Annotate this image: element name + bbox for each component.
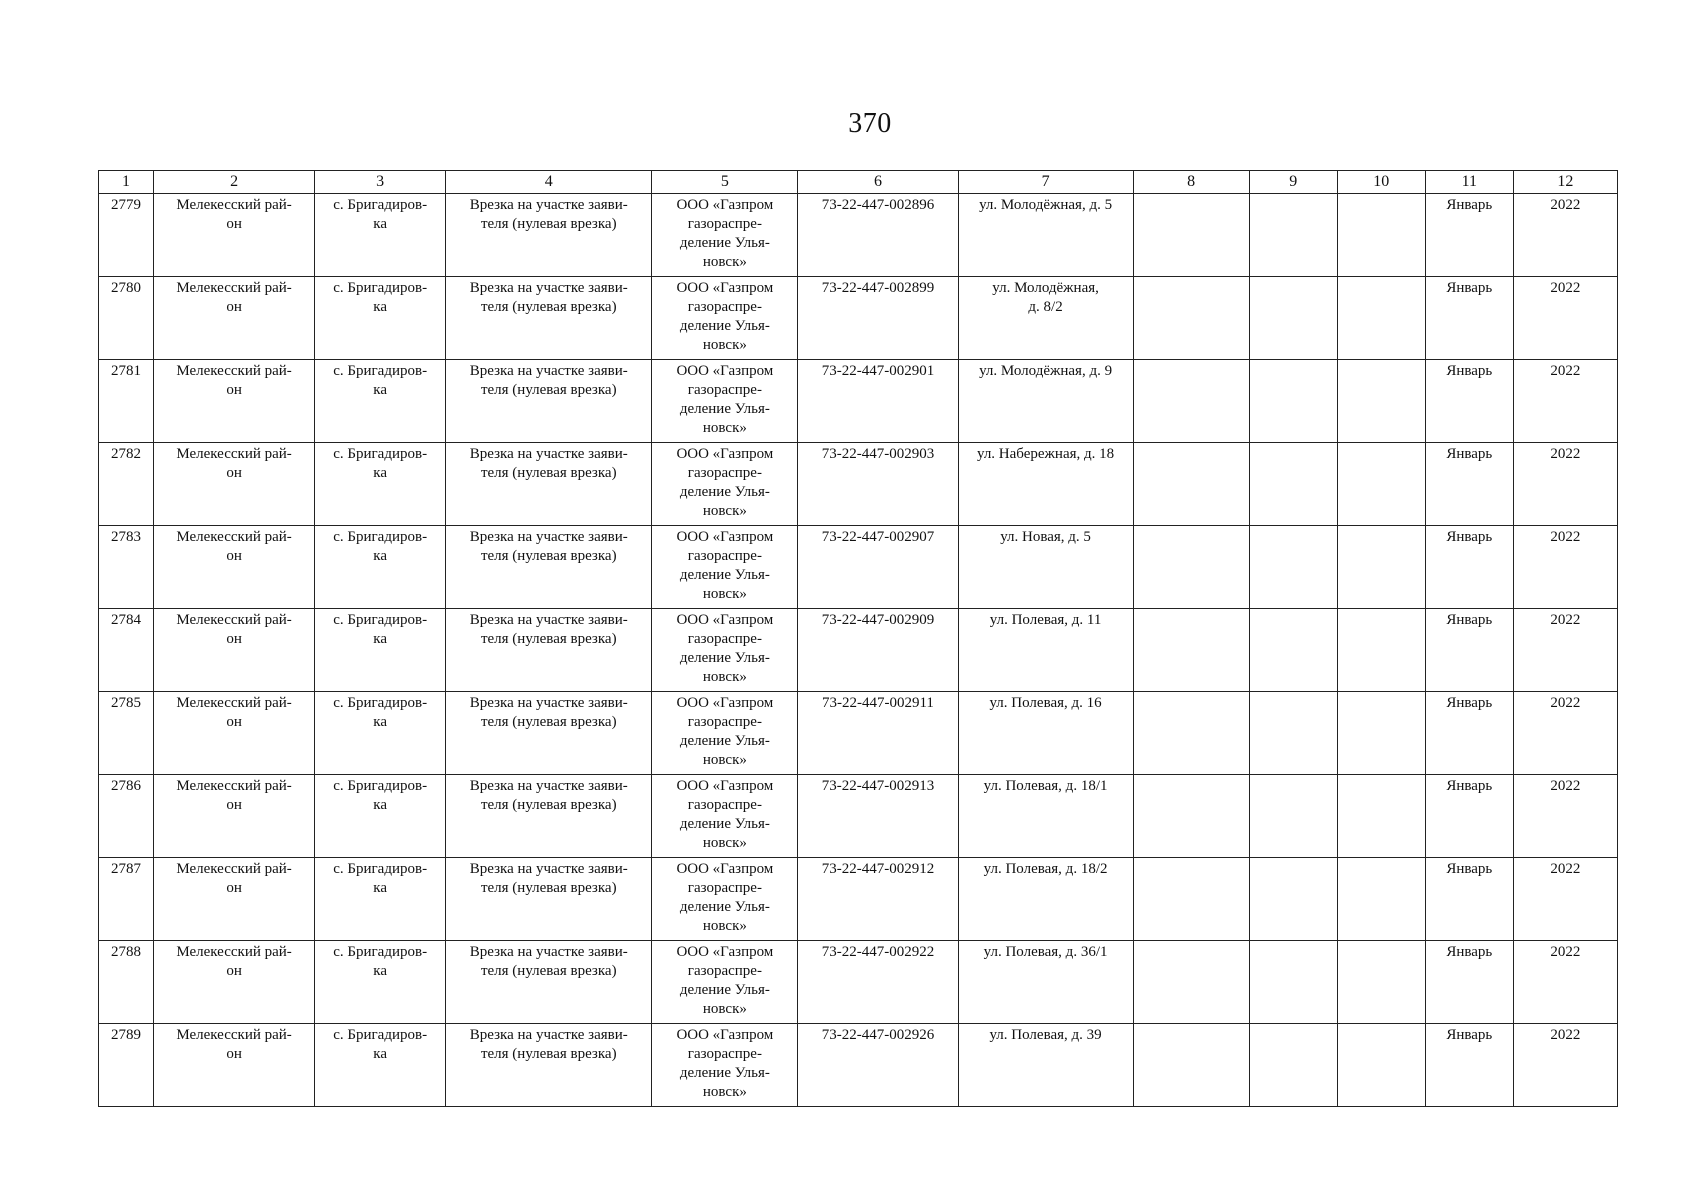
- header-row: [99, 171, 1618, 194]
- cell-month: Январь: [1425, 1024, 1513, 1107]
- cell-locality: с. Бригадиров- ка: [315, 692, 446, 775]
- cell-object-code: 73-22-447-002926: [798, 1024, 958, 1107]
- page-number: 370: [848, 108, 892, 139]
- table-row: [99, 775, 1618, 858]
- cell-col-8: [1133, 941, 1249, 1024]
- cell-number: 2786: [99, 775, 154, 858]
- cell-locality: с. Бригадиров- ка: [315, 526, 446, 609]
- cell-locality: с. Бригадиров- ка: [315, 858, 446, 941]
- cell-number: 2783: [99, 526, 154, 609]
- cell-address: ул. Новая, д. 5: [958, 526, 1133, 609]
- table-row: [99, 443, 1618, 526]
- cell-district: Мелекесский рай- он: [154, 609, 315, 692]
- cell-work-type: Врезка на участке заяви- теля (нулевая врезка): [446, 692, 652, 775]
- cell-object-code: 73-22-447-002896: [798, 194, 958, 277]
- cell-col-9: [1249, 526, 1337, 609]
- cell-month: Январь: [1425, 609, 1513, 692]
- cell-year: 2022: [1513, 941, 1617, 1024]
- cell-district: Мелекесский рай- он: [154, 360, 315, 443]
- cell-locality: с. Бригадиров- ка: [315, 941, 446, 1024]
- cell-col-8: [1133, 775, 1249, 858]
- table-row: [99, 941, 1618, 1024]
- cell-district: Мелекесский рай- он: [154, 194, 315, 277]
- cell-col-10: [1337, 609, 1425, 692]
- cell-col-8: [1133, 692, 1249, 775]
- cell-organization: ООО «Газпром газораспре- деление Улья- новск»: [652, 443, 798, 526]
- cell-number: 2784: [99, 609, 154, 692]
- cell-object-code: 73-22-447-002912: [798, 858, 958, 941]
- cell-month: Январь: [1425, 360, 1513, 443]
- cell-col-9: [1249, 692, 1337, 775]
- register-table: [98, 170, 1618, 1107]
- cell-month: Январь: [1425, 277, 1513, 360]
- cell-col-8: [1133, 194, 1249, 277]
- cell-object-code: 73-22-447-002901: [798, 360, 958, 443]
- column-header-4: 4: [446, 171, 652, 194]
- cell-number: 2779: [99, 194, 154, 277]
- column-header-2: 2: [154, 171, 315, 194]
- cell-year: 2022: [1513, 1024, 1617, 1107]
- cell-col-10: [1337, 1024, 1425, 1107]
- cell-col-8: [1133, 609, 1249, 692]
- cell-address: ул. Молодёжная, д. 5: [958, 194, 1133, 277]
- cell-col-8: [1133, 277, 1249, 360]
- cell-col-9: [1249, 858, 1337, 941]
- column-header-6: 6: [798, 171, 958, 194]
- cell-address: ул. Набережная, д. 18: [958, 443, 1133, 526]
- cell-month: Январь: [1425, 858, 1513, 941]
- cell-number: 2787: [99, 858, 154, 941]
- table-row: [99, 526, 1618, 609]
- cell-year: 2022: [1513, 526, 1617, 609]
- cell-object-code: 73-22-447-002922: [798, 941, 958, 1024]
- cell-locality: с. Бригадиров- ка: [315, 1024, 446, 1107]
- cell-work-type: Врезка на участке заяви- теля (нулевая врезка): [446, 360, 652, 443]
- cell-month: Январь: [1425, 526, 1513, 609]
- cell-object-code: 73-22-447-002903: [798, 443, 958, 526]
- cell-organization: ООО «Газпром газораспре- деление Улья- новск»: [652, 609, 798, 692]
- cell-locality: с. Бригадиров- ка: [315, 609, 446, 692]
- cell-work-type: Врезка на участке заяви- теля (нулевая врезка): [446, 775, 652, 858]
- cell-month: Январь: [1425, 941, 1513, 1024]
- cell-year: 2022: [1513, 858, 1617, 941]
- table-row: [99, 609, 1618, 692]
- cell-organization: ООО «Газпром газораспре- деление Улья- новск»: [652, 194, 798, 277]
- cell-district: Мелекесский рай- он: [154, 775, 315, 858]
- column-header-7: 7: [958, 171, 1133, 194]
- column-header-3: 3: [315, 171, 446, 194]
- cell-number: 2788: [99, 941, 154, 1024]
- cell-district: Мелекесский рай- он: [154, 692, 315, 775]
- cell-organization: ООО «Газпром газораспре- деление Улья- новск»: [652, 775, 798, 858]
- cell-organization: ООО «Газпром газораспре- деление Улья- новск»: [652, 526, 798, 609]
- cell-address: ул. Полевая, д. 18/2: [958, 858, 1133, 941]
- cell-year: 2022: [1513, 194, 1617, 277]
- cell-year: 2022: [1513, 692, 1617, 775]
- cell-col-10: [1337, 194, 1425, 277]
- cell-number: 2780: [99, 277, 154, 360]
- table-row: [99, 1024, 1618, 1107]
- cell-organization: ООО «Газпром газораспре- деление Улья- новск»: [652, 941, 798, 1024]
- cell-work-type: Врезка на участке заяви- теля (нулевая врезка): [446, 941, 652, 1024]
- cell-address: ул. Полевая, д. 18/1: [958, 775, 1133, 858]
- column-header-12: 12: [1513, 171, 1617, 194]
- cell-col-9: [1249, 443, 1337, 526]
- table-row: [99, 277, 1618, 360]
- cell-col-9: [1249, 194, 1337, 277]
- column-header-11: 11: [1425, 171, 1513, 194]
- cell-address: ул. Полевая, д. 36/1: [958, 941, 1133, 1024]
- cell-address: ул. Полевая, д. 16: [958, 692, 1133, 775]
- cell-year: 2022: [1513, 443, 1617, 526]
- cell-col-9: [1249, 775, 1337, 858]
- cell-locality: с. Бригадиров- ка: [315, 277, 446, 360]
- cell-district: Мелекесский рай- он: [154, 941, 315, 1024]
- cell-col-10: [1337, 443, 1425, 526]
- cell-address: ул. Полевая, д. 39: [958, 1024, 1133, 1107]
- cell-number: 2781: [99, 360, 154, 443]
- column-header-9: 9: [1249, 171, 1337, 194]
- cell-locality: с. Бригадиров- ка: [315, 360, 446, 443]
- cell-year: 2022: [1513, 609, 1617, 692]
- cell-organization: ООО «Газпром газораспре- деление Улья- новск»: [652, 1024, 798, 1107]
- cell-object-code: 73-22-447-002911: [798, 692, 958, 775]
- cell-work-type: Врезка на участке заяви- теля (нулевая врезка): [446, 526, 652, 609]
- table-row: [99, 194, 1618, 277]
- cell-work-type: Врезка на участке заяви- теля (нулевая врезка): [446, 277, 652, 360]
- cell-work-type: Врезка на участке заяви- теля (нулевая врезка): [446, 194, 652, 277]
- column-header-5: 5: [652, 171, 798, 194]
- cell-district: Мелекесский рай- он: [154, 443, 315, 526]
- cell-number: 2782: [99, 443, 154, 526]
- cell-year: 2022: [1513, 775, 1617, 858]
- cell-col-10: [1337, 941, 1425, 1024]
- cell-col-9: [1249, 1024, 1337, 1107]
- column-header-10: 10: [1337, 171, 1425, 194]
- cell-number: 2789: [99, 1024, 154, 1107]
- cell-organization: ООО «Газпром газораспре- деление Улья- новск»: [652, 360, 798, 443]
- cell-month: Январь: [1425, 194, 1513, 277]
- cell-col-10: [1337, 775, 1425, 858]
- cell-col-10: [1337, 526, 1425, 609]
- table-row: [99, 360, 1618, 443]
- cell-object-code: 73-22-447-002899: [798, 277, 958, 360]
- cell-address: ул. Молодёжная, д. 8/2: [958, 277, 1133, 360]
- cell-object-code: 73-22-447-002907: [798, 526, 958, 609]
- cell-object-code: 73-22-447-002913: [798, 775, 958, 858]
- cell-work-type: Врезка на участке заяви- теля (нулевая врезка): [446, 609, 652, 692]
- cell-number: 2785: [99, 692, 154, 775]
- cell-col-9: [1249, 609, 1337, 692]
- cell-work-type: Врезка на участке заяви- теля (нулевая врезка): [446, 858, 652, 941]
- column-header-8: 8: [1133, 171, 1249, 194]
- cell-district: Мелекесский рай- он: [154, 1024, 315, 1107]
- cell-work-type: Врезка на участке заяви- теля (нулевая врезка): [446, 443, 652, 526]
- table-row: [99, 858, 1618, 941]
- cell-year: 2022: [1513, 360, 1617, 443]
- table-header: [99, 171, 1618, 194]
- cell-district: Мелекесский рай- он: [154, 277, 315, 360]
- cell-object-code: 73-22-447-002909: [798, 609, 958, 692]
- column-header-1: 1: [99, 171, 154, 194]
- cell-col-10: [1337, 277, 1425, 360]
- cell-address: ул. Полевая, д. 11: [958, 609, 1133, 692]
- cell-col-9: [1249, 941, 1337, 1024]
- cell-col-8: [1133, 858, 1249, 941]
- cell-col-8: [1133, 360, 1249, 443]
- cell-col-10: [1337, 360, 1425, 443]
- cell-month: Январь: [1425, 692, 1513, 775]
- table-body: [99, 194, 1618, 1107]
- cell-col-9: [1249, 277, 1337, 360]
- cell-col-8: [1133, 443, 1249, 526]
- cell-col-10: [1337, 692, 1425, 775]
- cell-work-type: Врезка на участке заяви- теля (нулевая врезка): [446, 1024, 652, 1107]
- cell-district: Мелекесский рай- он: [154, 526, 315, 609]
- cell-locality: с. Бригадиров- ка: [315, 443, 446, 526]
- cell-locality: с. Бригадиров- ка: [315, 194, 446, 277]
- cell-locality: с. Бригадиров- ка: [315, 775, 446, 858]
- cell-year: 2022: [1513, 277, 1617, 360]
- cell-col-10: [1337, 858, 1425, 941]
- cell-district: Мелекесский рай- он: [154, 858, 315, 941]
- cell-organization: ООО «Газпром газораспре- деление Улья- новск»: [652, 858, 798, 941]
- table-row: [99, 692, 1618, 775]
- cell-organization: ООО «Газпром газораспре- деление Улья- новск»: [652, 692, 798, 775]
- cell-organization: ООО «Газпром газораспре- деление Улья- новск»: [652, 277, 798, 360]
- cell-address: ул. Молодёжная, д. 9: [958, 360, 1133, 443]
- cell-col-8: [1133, 1024, 1249, 1107]
- cell-month: Январь: [1425, 443, 1513, 526]
- cell-col-9: [1249, 360, 1337, 443]
- cell-month: Январь: [1425, 775, 1513, 858]
- cell-col-8: [1133, 526, 1249, 609]
